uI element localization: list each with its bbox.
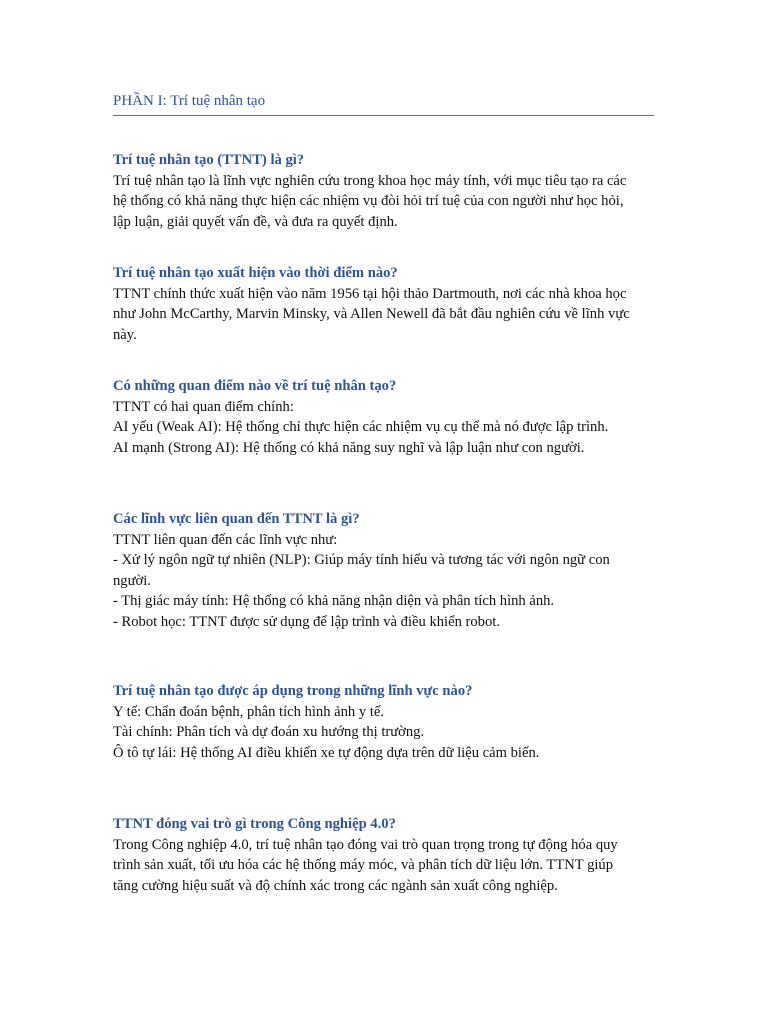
section-ai-viewpoints	[113, 376, 654, 458]
section-question: TTNT đóng vai trò gì trong Công nghiệp 4.0?	[113, 816, 396, 832]
answer-line: Trí tuệ nhân tạo là lĩnh vực nghiên cứu trong khoa học máy tính, với mục tiêu tạo ra các	[113, 172, 627, 189]
section-related-fields	[113, 509, 654, 632]
answer-line: này.	[113, 326, 137, 343]
answer-line: Ô tô tự lái: Hệ thống AI điều khiển xe tự động dựa trên dữ liệu cảm biến.	[113, 744, 540, 761]
part-title: PHẦN I: Trí tuệ nhân tạo	[113, 93, 266, 109]
answer-line: Y tế: Chẩn đoán bệnh, phân tích hình ảnh y tế.	[113, 703, 385, 720]
answer-line: lập luận, giải quyết vấn đề, và đưa ra quyết định.	[113, 213, 398, 230]
section-industry-4	[113, 814, 654, 896]
answer-line: trình sản xuất, tối ưu hóa các hệ thống máy móc, và phân tích dữ liệu lớn. TTNT giúp	[113, 857, 614, 873]
answer-line: TTNT có hai quan điểm chính:	[113, 398, 294, 415]
section-question: Trí tuệ nhân tạo (TTNT) là gì?	[113, 152, 305, 168]
answer-line: Tài chính: Phân tích và dự đoán xu hướng thị trường.	[113, 724, 425, 740]
answer-line: - Xử lý ngôn ngữ tự nhiên (NLP): Giúp máy tính hiểu và tương tác với ngôn ngữ con	[113, 552, 610, 568]
section-ai-origin	[113, 263, 654, 345]
section-question: Trí tuệ nhân tạo được áp dụng trong những lĩnh vực nào?	[113, 683, 473, 699]
answer-line: - Robot học: TTNT được sử dụng để lập trình và điều khiển robot.	[113, 613, 500, 630]
answer-line: TTNT chính thức xuất hiện vào năm 1956 tại hội thảo Dartmouth, nơi các nhà khoa học	[113, 285, 627, 302]
section-applications	[113, 681, 654, 763]
answer-line: - Thị giác máy tính: Hệ thống có khả năng nhận diện và phân tích hình ảnh.	[113, 593, 555, 609]
section-what-is-ai	[113, 150, 654, 232]
answer-line: người.	[113, 572, 151, 589]
answer-line: AI yếu (Weak AI): Hệ thống chỉ thực hiện các nhiệm vụ cụ thể mà nó được lập trình.	[113, 419, 609, 435]
section-question: Các lĩnh vực liên quan đến TTNT là gì?	[113, 511, 360, 527]
answer-line: hệ thống có khả năng thực hiện các nhiệm vụ đòi hỏi trí tuệ của con người như học hỏi,	[113, 193, 624, 209]
answer-line: AI mạnh (Strong AI): Hệ thống có khả năng suy nghĩ và lập luận như con người.	[113, 439, 585, 456]
answer-line: Trong Công nghiệp 4.0, trí tuệ nhân tạo đóng vai trò quan trọng trong tự động hóa quy	[113, 836, 618, 853]
section-question: Trí tuệ nhân tạo xuất hiện vào thời điểm nào?	[113, 265, 398, 281]
answer-line: tăng cường hiệu suất và độ chính xác trong các ngành sản xuất công nghiệp.	[113, 877, 558, 894]
answer-line: TTNT liên quan đến các lĩnh vực như:	[113, 531, 338, 548]
answer-line: như John McCarthy, Marvin Minsky, và Allen Newell đã bắt đầu nghiên cứu về lĩnh vực	[113, 306, 630, 322]
section-question: Có những quan điểm nào về trí tuệ nhân tạo?	[113, 378, 397, 394]
title-divider	[113, 115, 654, 116]
